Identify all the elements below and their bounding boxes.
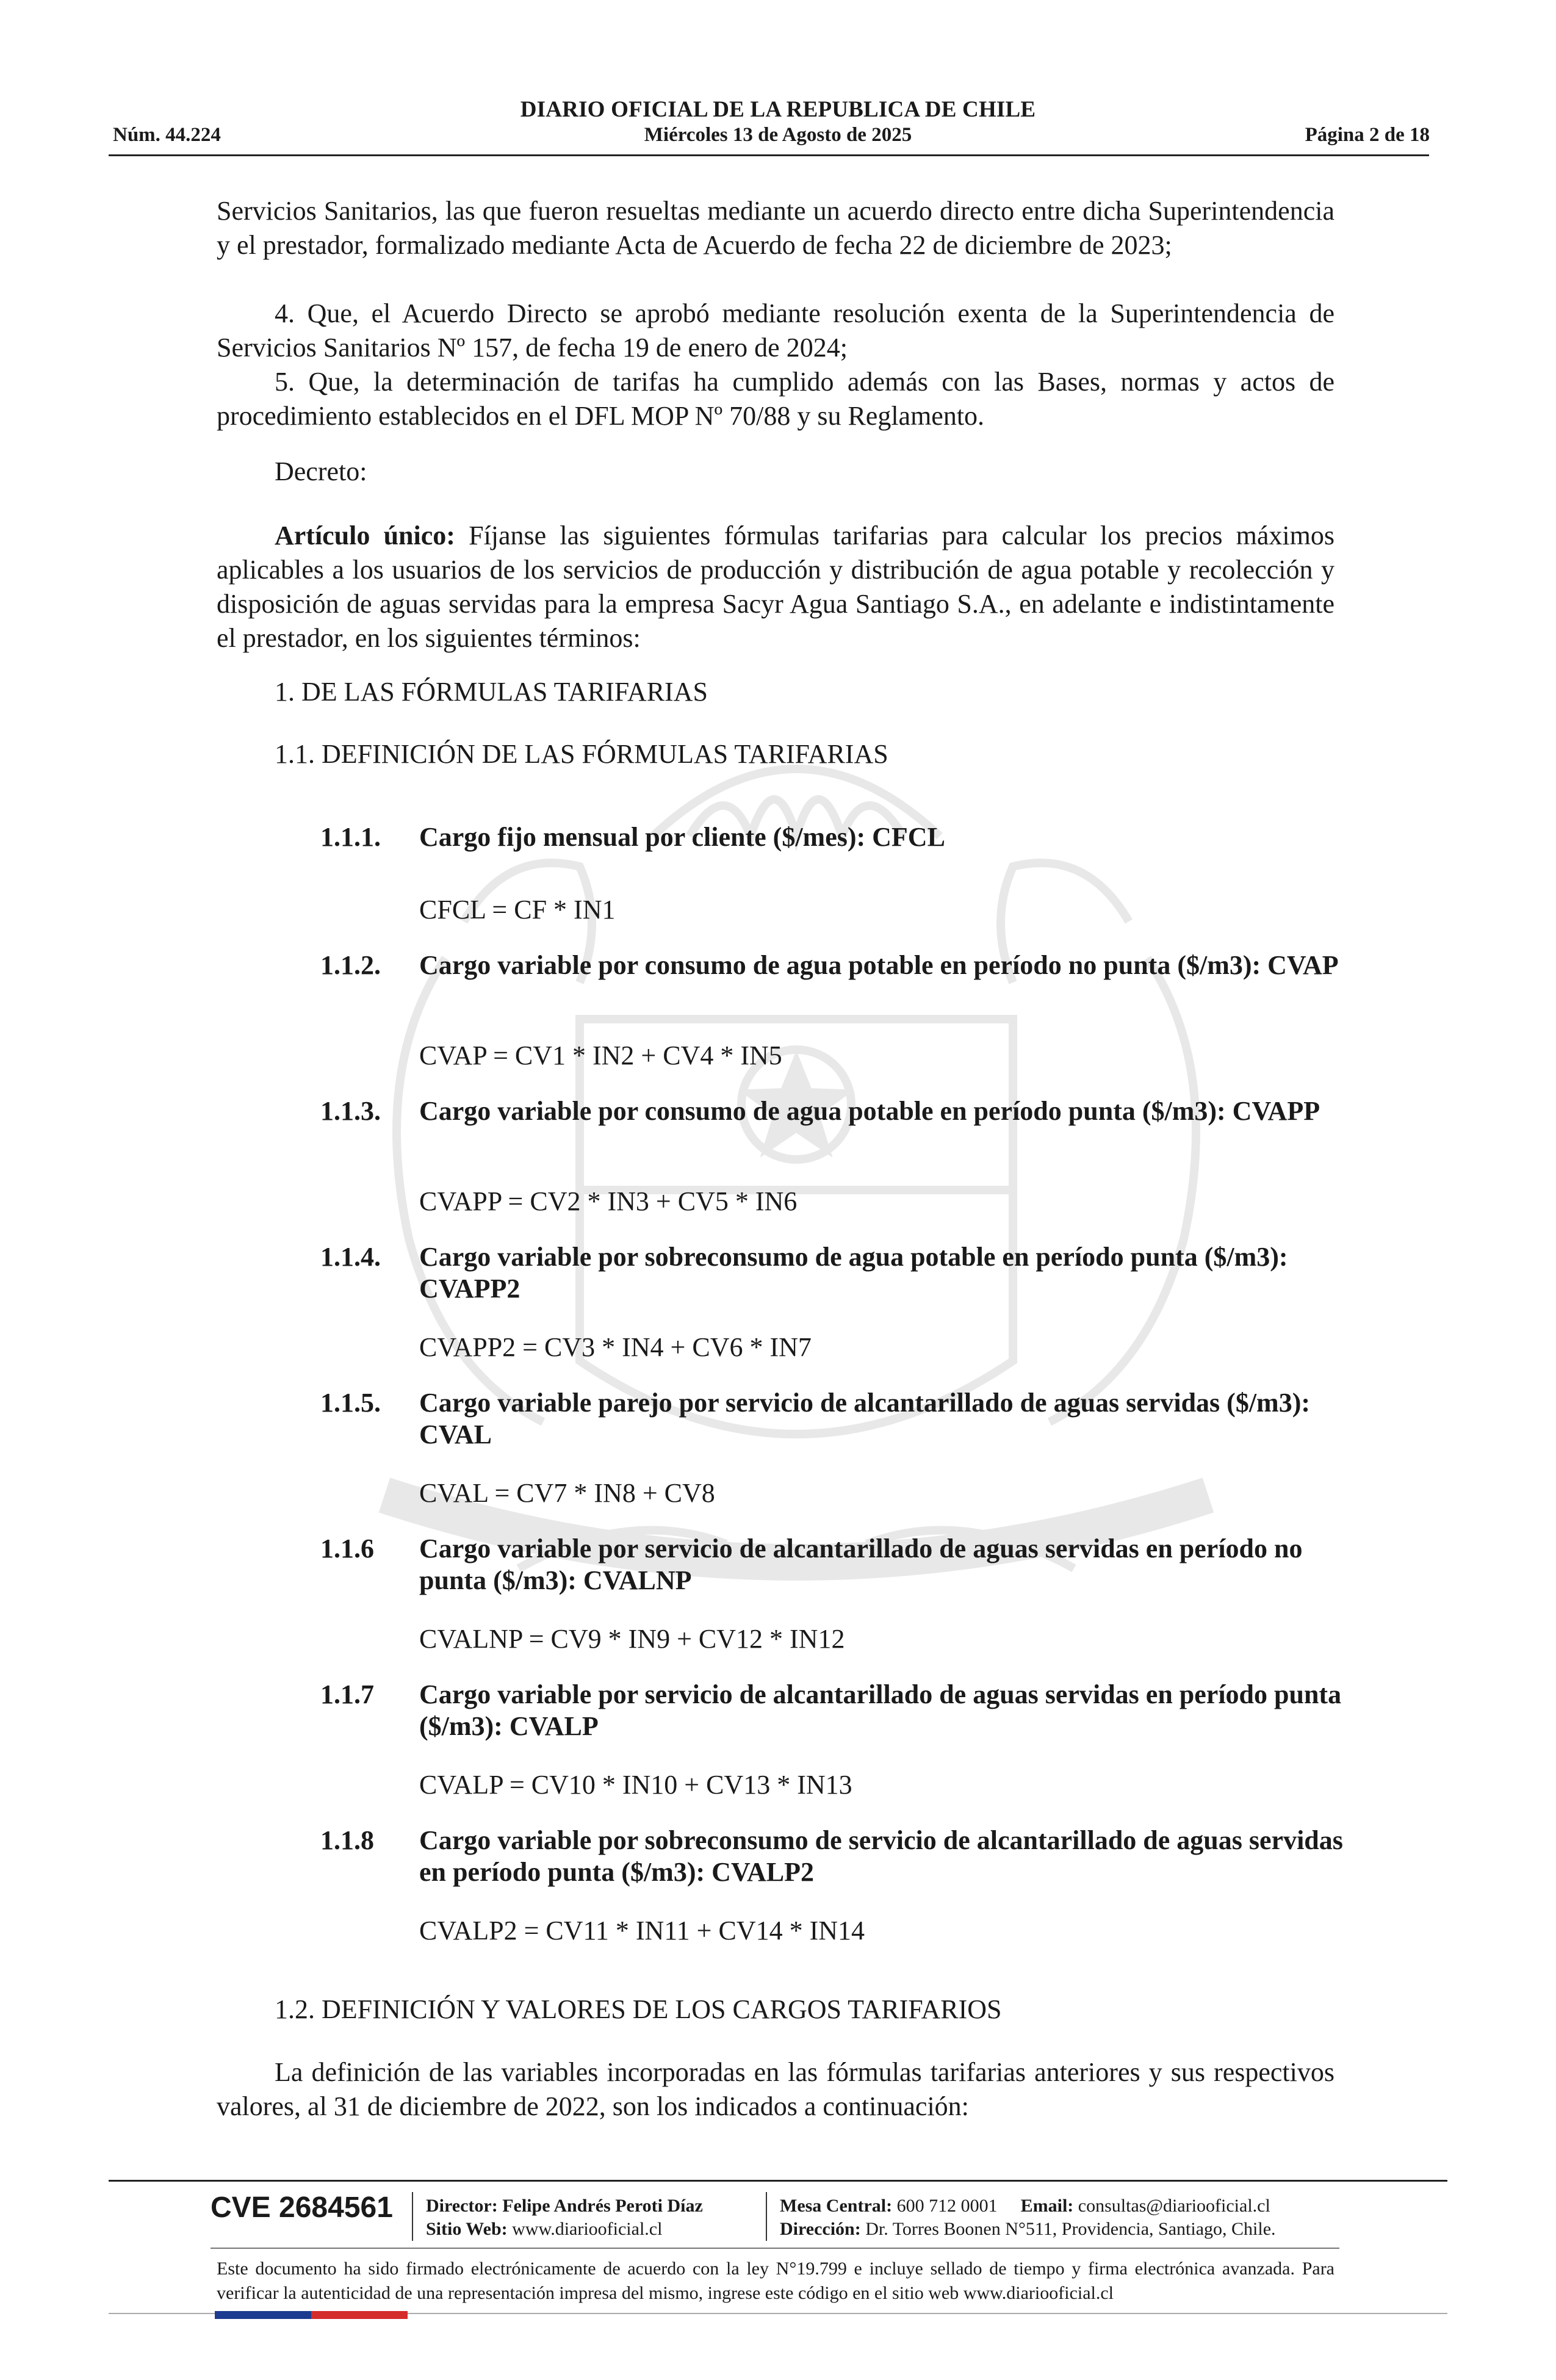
footer-inner-divider — [211, 2248, 1339, 2249]
issue-number: Núm. 44.224 — [113, 124, 221, 146]
formula-expression: CVAPP2 = CV3 * IN4 + CV6 * IN7 — [419, 1332, 812, 1362]
formula-expression: CFCL = CF * IN1 — [419, 895, 616, 925]
formula-expression: CVAP = CV1 * IN2 + CV4 * IN5 — [419, 1040, 782, 1070]
flag-bar-red — [311, 2311, 408, 2319]
email-link[interactable]: consultas@diariooficial.cl — [1073, 2196, 1270, 2216]
formula-item-number: 1.1.5. — [320, 1388, 381, 1418]
formula-item-title: Cargo variable por consumo de agua potable en período no punta ($/m3): CVAP — [419, 950, 1339, 980]
paragraph-point-5: 5. Que, la determinación de tarifas ha cumplido además con las Bases, normas y actos de procedimiento establecidos en el DFL MOP Nº 70/88 y su Reglamento. — [217, 367, 1334, 431]
formula-item-title: Cargo variable por consumo de agua potable en período punta ($/m3): CVAPP — [419, 1096, 1320, 1126]
formula-item-title: Cargo variable por sobreconsumo de agua potable en período punta ($/m3): CVAPP2 — [419, 1242, 1288, 1304]
formula-item-number: 1.1.4. — [320, 1242, 381, 1272]
footer-director — [426, 2194, 703, 2218]
formula-item-number: 1.1.2. — [320, 950, 381, 980]
closing-paragraph: La definición de las variables incorporadas en las fórmulas tarifarias anteriores y sus respectivos valores, al 31 de diciembre de 2022, son los indicados a continuación: — [217, 2057, 1334, 2121]
website-label: Sitio Web: — [426, 2219, 508, 2239]
formula-item-title: Cargo variable por servicio de alcantarillado de aguas servidas en período punta ($/m3): CVALP — [419, 1679, 1342, 1741]
footer-address — [780, 2218, 1276, 2241]
formula-item-number: 1.1.3. — [320, 1096, 381, 1126]
newspaper-title: DIARIO OFICIAL DE LA REPUBLICA DE CHILE — [520, 97, 1036, 122]
email-label: Email: — [1020, 2196, 1074, 2216]
footer-separator — [766, 2192, 767, 2241]
paragraph-continuation: Servicios Sanitarios, las que fueron resueltas mediante un acuerdo directo entre dicha Superintendencia y el prestador, formalizado mediante Acta de Acuerdo de fecha 22 de diciembre de 2023; — [217, 196, 1334, 260]
formula-item-number: 1.1.7 — [320, 1679, 374, 1709]
address-text: Dr. Torres Boonen N°511, Providencia, Santiago, Chile. — [860, 2219, 1276, 2239]
formula-item-title: Cargo variable por servicio de alcantarillado de aguas servidas en período no punta ($/m3): CVALNP — [419, 1534, 1303, 1595]
flag-bar-blue — [215, 2311, 311, 2319]
formula-item-number: 1.1.1. — [320, 822, 381, 852]
paragraph-point-4: 4. Que, el Acuerdo Directo se aprobó mediante resolución exenta de la Superintendencia de Servicios Sanitarios Nº 157, de fecha 19 de enero de 2024; — [217, 298, 1334, 362]
mesa-label: Mesa Central: — [780, 2196, 893, 2216]
formula-expression: CVALNP = CV9 * IN9 + CV12 * IN12 — [419, 1624, 845, 1654]
issue-date: Miércoles 13 de Agosto de 2025 — [644, 124, 912, 146]
mesa-phone: 600 712 0001 — [892, 2196, 998, 2216]
formula-item-title: Cargo fijo mensual por cliente ($/mes): CFCL — [419, 822, 945, 852]
formula-expression: CVALP2 = CV11 * IN11 + CV14 * IN14 — [419, 1916, 865, 1945]
section-heading-1: 1. DE LAS FÓRMULAS TARIFARIAS — [275, 677, 708, 707]
formula-expression: CVAPP = CV2 * IN3 + CV5 * IN6 — [419, 1186, 798, 1216]
formula-item-number: 1.1.8 — [320, 1825, 374, 1855]
director-label: Director: — [426, 2196, 498, 2216]
formula-expression: CVAL = CV7 * IN8 + CV8 — [419, 1478, 715, 1508]
footer-legal-notice: Este documento ha sido firmado electrónicamente de acuerdo con la ley N°19.799 e incluye sellado de tiempo y firma electrónica avanzada. Para verificar la autenticidad de una representación impresa del mismo, ingrese este código en el sitio web www.diariooficial.cl — [217, 2259, 1334, 2303]
address-label: Dirección: — [780, 2219, 861, 2239]
formula-item-title: Cargo variable por sobreconsumo de servicio de alcantarillado de aguas servidas en período punta ($/m3): CVALP2 — [419, 1825, 1343, 1887]
articulo-unico-label: Artículo único: — [275, 521, 455, 550]
page-number: Página 2 de 18 — [1305, 124, 1430, 146]
website-link[interactable]: www.diariooficial.cl — [507, 2219, 663, 2239]
director-name: Felipe Andrés Peroti Díaz — [497, 2196, 703, 2216]
header-divider — [109, 154, 1429, 156]
decreto-label: Decreto: — [275, 456, 367, 486]
formula-expression: CVALP = CV10 * IN10 + CV13 * IN13 — [419, 1770, 852, 1800]
section-heading-1-1: 1.1. DEFINICIÓN DE LAS FÓRMULAS TARIFARIAS — [275, 739, 888, 769]
formula-item-title: Cargo variable parejo por servicio de alcantarillado de aguas servidas ($/m3): CVAL — [419, 1388, 1311, 1449]
section-heading-1-2: 1.2. DEFINICIÓN Y VALORES DE LOS CARGOS TARIFARIOS — [275, 1994, 1002, 2024]
articulo-unico-paragraph — [217, 519, 1334, 655]
footer-contact — [780, 2194, 1270, 2218]
cve-code: CVE 2684561 — [211, 2191, 393, 2224]
articulo-unico-text: Fíjanse las siguientes fórmulas tarifarias para calcular los precios máximos aplicables a los usuarios de los servicios de producción y distribución de agua potable y recolección y disposición de aguas servidas para la empresa Sacyr Agua Santiago S.A., en adelante e indistintamente el prestador, en los siguientes términos: — [217, 521, 1334, 653]
footer-divider — [109, 2180, 1447, 2182]
footer-website — [426, 2218, 662, 2241]
formula-item-number: 1.1.6 — [320, 1534, 374, 1563]
footer-separator — [412, 2192, 413, 2241]
